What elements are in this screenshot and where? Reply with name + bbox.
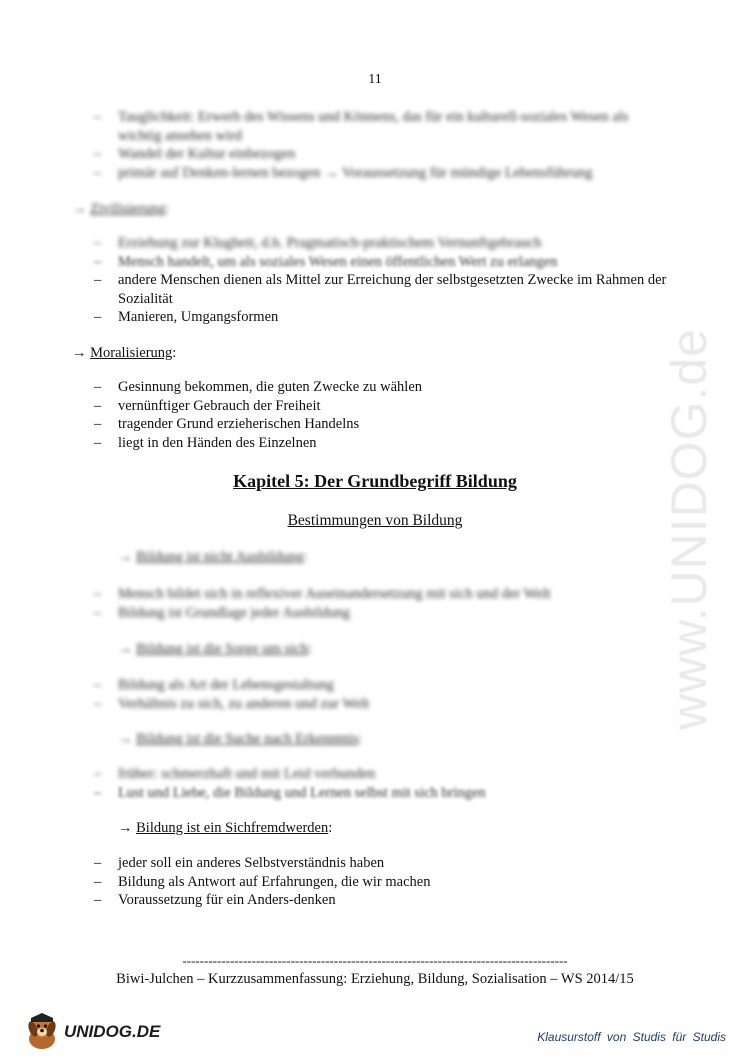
block3-list xyxy=(0,765,750,802)
moralisierung-list xyxy=(0,378,750,452)
slogan: Klausurstoff von Studis für Studis xyxy=(537,1030,726,1044)
list-item: – andere Menschen dienen als Mittel zur Erreichung der selbstgesetzten Zwecke im Rahmen der Sozialität xyxy=(0,271,750,308)
list-item: – Bildung als Art der Lebensgestaltung xyxy=(0,676,750,695)
block-heading xyxy=(118,819,332,837)
arrow-icon: → xyxy=(118,549,133,565)
block1-list xyxy=(0,585,750,622)
list-item: – primär auf Denken-lernen bezogen → Voraussetzung für mündige Lebensführung xyxy=(0,164,750,183)
list-item: – tragender Grund erzieherischen Handelns xyxy=(0,415,750,434)
dog-icon xyxy=(22,1013,62,1051)
list-item: – Bildung ist Grundlage jeder Ausbildung xyxy=(0,604,750,623)
list-item: – Mensch handelt, um als soziales Wesen einen öffentlichen Wert zu erlangen xyxy=(0,253,750,272)
heading-text: Zivilisierung xyxy=(90,201,166,217)
block2-list xyxy=(0,676,750,713)
arrow-icon: → xyxy=(72,201,87,217)
block4-list xyxy=(0,854,750,910)
page-number: 11 xyxy=(368,72,382,87)
list-item: – Gesinnung bekommen, die guten Zwecke zu wählen xyxy=(0,378,750,397)
list-item: – Erziehung zur Klugheit, d.h. Pragmatisch-praktischem Vernunftgebrauch xyxy=(0,234,750,253)
section-subtitle: Bestimmungen von Bildung xyxy=(287,512,463,529)
heading-colon: : xyxy=(303,549,308,565)
zivilisierung-heading xyxy=(72,200,169,218)
heading-colon: : xyxy=(307,641,312,657)
logo-text: UNIDOG.DE xyxy=(64,1022,161,1041)
block-heading xyxy=(118,548,307,566)
block-heading xyxy=(118,730,362,748)
arrow-icon: → xyxy=(72,345,87,361)
list-item: – Voraussetzung für ein Anders-denken xyxy=(0,891,750,910)
top-list xyxy=(0,108,750,182)
heading-text: Moralisierung xyxy=(90,345,173,361)
heading-text: Bildung ist nicht Ausbildung xyxy=(136,549,304,565)
list-item: – Verhältnis zu sich, zu anderen und zur Welt xyxy=(0,695,750,714)
list-item: – jeder soll ein anderes Selbstverständnis haben xyxy=(0,854,750,873)
heading-text: Bildung ist die Sorge um sich xyxy=(136,641,308,657)
list-item: – früher: schmerzhaft und mit Leid verbunden xyxy=(0,765,750,784)
moralisierung-heading xyxy=(72,344,176,362)
watermark: www.UNIDOG.de xyxy=(661,328,717,730)
list-item: – Mensch bildet sich in reflexiver Auseinandersetzung mit sich und der Welt xyxy=(0,585,750,604)
heading-colon: : xyxy=(358,731,363,747)
arrow-icon: → xyxy=(118,820,133,836)
unidog-logo[interactable] xyxy=(22,1012,160,1052)
chapter-title: Kapitel 5: Der Grundbegriff Bildung xyxy=(233,471,517,491)
list-item: – Manieren, Umgangsformen xyxy=(0,308,750,327)
arrow-icon: → xyxy=(118,731,133,747)
heading-text: Bildung ist die Suche nach Erkenntnis xyxy=(136,731,359,747)
zivilisierung-list xyxy=(0,234,750,327)
list-item: – Bildung als Antwort auf Erfahrungen, die wir machen xyxy=(0,873,750,892)
list-item: – Lust und Liebe, die Bildung und Lernen selbst mit sich bringen xyxy=(0,784,750,803)
list-item: – Tauglichkeit: Erwerb des Wissens und Könnens, das für ein kulturell-soziales Wesen als wichtig ansehen wird xyxy=(0,108,750,145)
list-item: – vernünftiger Gebrauch der Freiheit xyxy=(0,397,750,416)
block-heading xyxy=(118,640,312,658)
heading-colon: : xyxy=(165,201,170,217)
footer-text: Biwi-Julchen – Kurzzusammenfassung: Erziehung, Bildung, Sozialisation – WS 2014/15 xyxy=(116,971,634,987)
list-item: – liegt in den Händen des Einzelnen xyxy=(0,434,750,453)
heading-colon: : xyxy=(328,820,333,836)
footer-rule: ----------------------------------------------------------------------------------------- xyxy=(182,953,568,968)
heading-colon: : xyxy=(172,345,177,361)
heading-text: Bildung ist ein Sichfremdwerden xyxy=(136,820,329,836)
list-item: – Wandel der Kultur einbezogen xyxy=(0,145,750,164)
arrow-icon: → xyxy=(118,641,133,657)
